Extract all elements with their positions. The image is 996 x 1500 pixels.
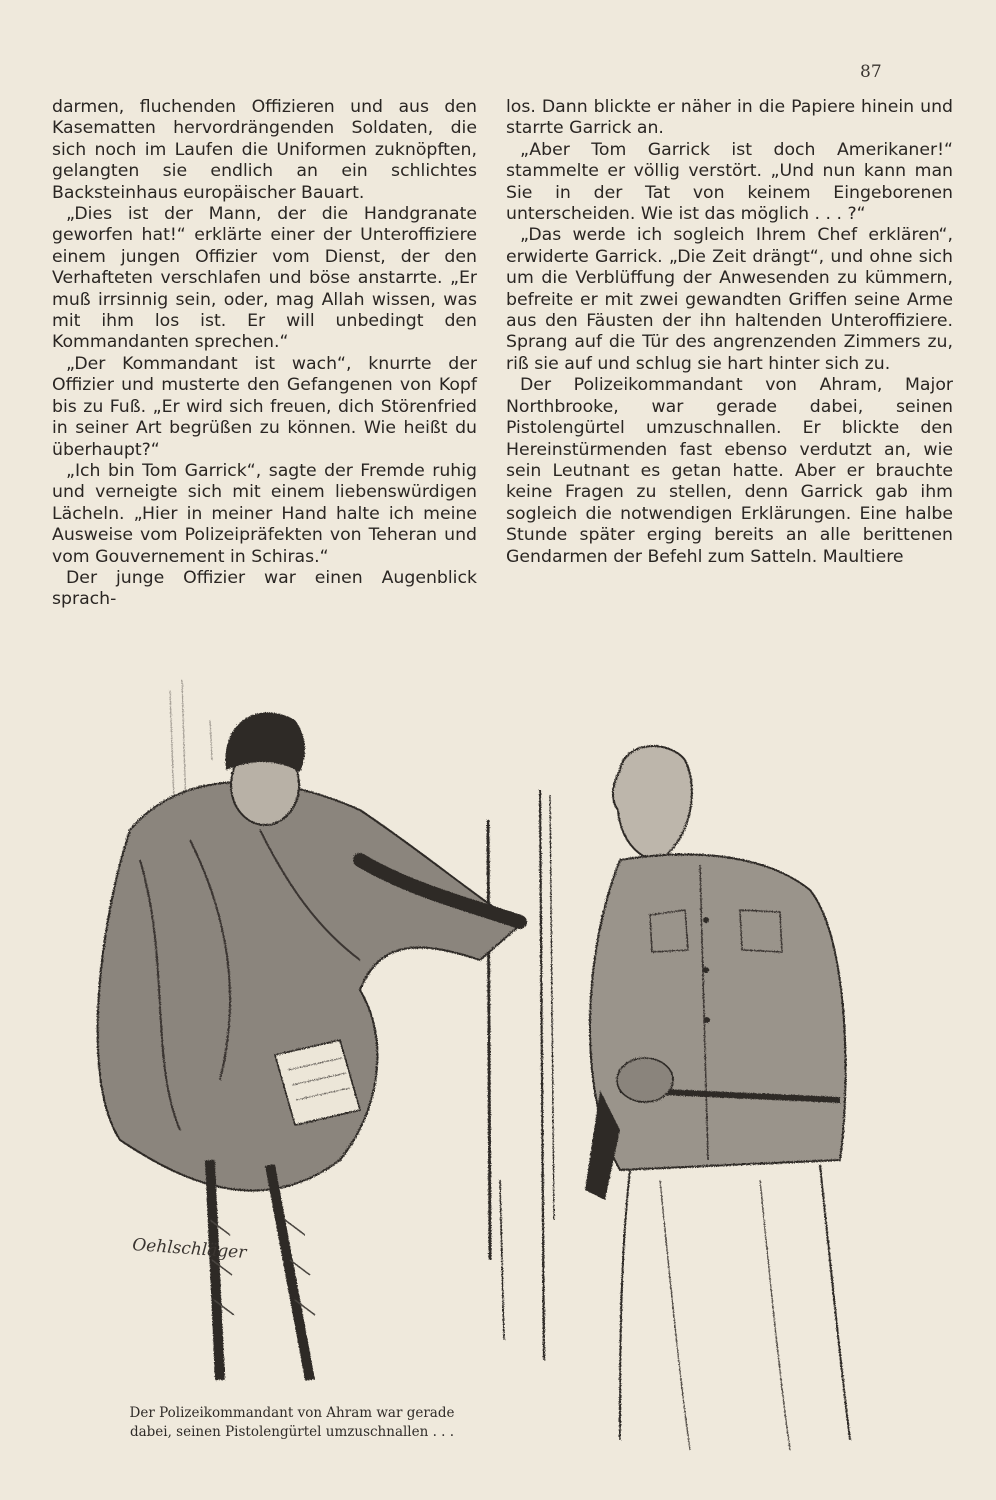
caption-line: Der Polizeikommandant von Ahram war gerade bbox=[129, 1405, 455, 1421]
paragraph: darmen, fluchenden Offizieren und aus den Kasematten hervordrängenden Soldaten, die sich noch im Laufen die Uniformen zuknöpften, gelangten sie endlich an ein schlichtes Backsteinhaus europäischer Bauart. bbox=[52, 97, 477, 203]
paragraph: los. Dann blickte er näher in die Papiere hinein und starrte Garrick an. bbox=[506, 97, 953, 139]
page-number: 87 bbox=[860, 62, 882, 82]
door-frame bbox=[488, 790, 554, 1360]
left-text-column bbox=[52, 97, 477, 611]
illustration bbox=[60, 660, 950, 1460]
illustration-caption bbox=[102, 1404, 482, 1442]
paragraph: „Dies ist der Mann, der die Handgranate geworfen hat!“ erklärte einer der Unteroffiziere einem jungen Offizier vom Dienst, der den Verhafteten verschlafen und böse anstarrte. „Er muß irrsinnig sein, oder, mag Allah wissen, was mit ihm los ist. Er will unbedingt den Kommandanten sprechen.“ bbox=[52, 204, 477, 353]
paragraph: „Aber Tom Garrick ist doch Amerikaner!“ stammelte er völlig verstört. „Und nun kann man Sie in der Tat von keinem Eingeborenen unterscheiden. Wie ist das möglich . . . ?“ bbox=[506, 139, 953, 225]
paragraph: „Das werde ich sogleich Ihrem Chef erklären“, erwiderte Garrick. „Die Zeit drängt“, und ohne sich um die Verblüffung der Anwesenden zu kümmern, befreite er mit zwei gewandten Griffen seine Arme aus den Fäusten der ihn haltenden Unteroffiziere. Sprang auf die Tür des angrenzenden Zimmers zu, riß sie auf und schlug sie hart hinter sich zu. bbox=[506, 225, 953, 374]
officer-figure bbox=[585, 746, 850, 1450]
artist-signature: Oehlschläger bbox=[131, 1235, 247, 1263]
right-text-column bbox=[506, 97, 953, 568]
paragraph: Der Polizeikommandant von Ahram, Major Northbrooke, war gerade dabei, seinen Pistolengürtel umzuschnallen. Er blickte den Hereinstürmenden fast ebenso verdutzt an, wie sein Leutnant es getan hatte. Aber er brauchte keine Fragen zu stellen, denn Garrick gab ihm sogleich die notwendigen Erklärungen. Eine halbe Stunde später erging bereits an alle berittenen Gendarmen der Befehl zum Satteln. Maultiere bbox=[506, 375, 953, 567]
caption-line: dabei, seinen Pistolengürtel umzuschnallen . . . bbox=[129, 1424, 455, 1440]
paragraph: Der junge Offizier war einen Augenblick sprach- bbox=[52, 567, 477, 610]
paragraph: „Der Kommandant ist wach“, knurrte der Offizier und musterte den Gefangenen von Kopf bis zu Fuß. „Er wird sich freuen, dich Störenfried in seiner Art begrüßen zu können. Wie heißt du überhaupt?“ bbox=[52, 353, 477, 460]
disguised-man-figure bbox=[98, 712, 520, 1380]
paragraph: „Ich bin Tom Garrick“, sagte der Fremde ruhig und verneigte sich mit einem liebenswürdigen Lächeln. „Hier in meiner Hand halte ich meine Ausweise vom Polizeipräfekten von Teheran und vom Gouvernement in Schiras.“ bbox=[52, 460, 477, 567]
